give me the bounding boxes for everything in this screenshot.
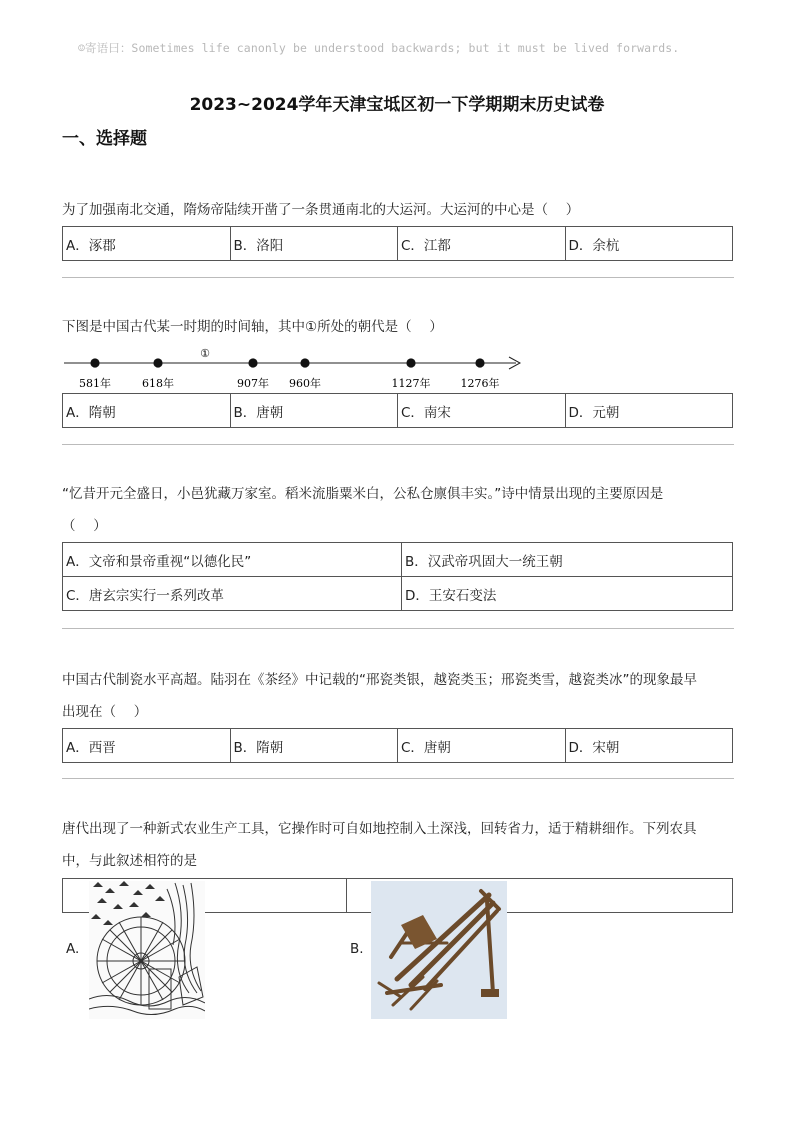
- timeline-label: 581年: [79, 377, 111, 390]
- option-a[interactable]: [63, 879, 347, 957]
- option-a[interactable]: A．涿郡: [63, 227, 231, 261]
- timeline-dot: [153, 358, 162, 367]
- question-3-line-2: （ ）: [62, 518, 107, 534]
- timeline-label: 618年: [142, 377, 174, 390]
- curved-plough-image: [371, 881, 507, 1019]
- question-3-line-1: “忆昔开元全盛日，小邑犹藏万家室。稻米流脂粟米白，公私仓廪俱丰实。”诗中情景出现的主要原因是: [62, 486, 664, 502]
- separator: [62, 628, 734, 629]
- question-2-text: 下图是中国古代某一时期的时间轴，其中①所处的朝代是（ ）: [62, 319, 443, 335]
- question-4-text: [62, 664, 734, 728]
- option-b[interactable]: B．洛阳: [230, 227, 398, 261]
- timeline-dot: [300, 358, 309, 367]
- option-c[interactable]: C．南宋: [398, 394, 566, 428]
- option-d[interactable]: D．余杭: [565, 227, 733, 261]
- timeline-dot: [406, 358, 415, 367]
- option-d[interactable]: D．王安石变法: [402, 577, 733, 611]
- timeline-dot: [248, 358, 257, 367]
- question-3-text: [62, 478, 734, 542]
- timeline-label: 907年: [237, 377, 269, 390]
- option-d[interactable]: D．元朝: [565, 394, 733, 428]
- separator: [62, 444, 734, 445]
- question-5-line-2: 中，与此叙述相符的是: [62, 853, 197, 869]
- page-title: 2023~2024学年天津宝坻区初一下学期期末历史试卷: [189, 95, 605, 115]
- separator: [62, 277, 734, 278]
- question-3-options: [62, 542, 733, 611]
- option-b[interactable]: B．唐朝: [230, 394, 398, 428]
- timeline-marker: ①: [200, 347, 210, 360]
- watermark: ☺寄语曰：Sometimes life canonly be understood backwards; but it must be lived forwards.: [78, 41, 680, 55]
- option-a[interactable]: A．文帝和景帝重视“以德化民”: [63, 543, 402, 577]
- question-5-text: [62, 813, 734, 877]
- separator: [62, 778, 734, 779]
- timeline-diagram: [62, 344, 532, 392]
- option-c[interactable]: C．唐朝: [398, 729, 566, 763]
- question-4-options: [62, 728, 733, 763]
- timeline-dot: [475, 358, 484, 367]
- timeline-label: 1276年: [460, 377, 500, 390]
- option-c[interactable]: C．唐玄宗实行一系列改革: [63, 577, 402, 611]
- timeline-dot: [90, 358, 99, 367]
- question-5-line-1: 唐代出现了一种新式农业生产工具，它操作时可自如地控制入土深浅，回转省力，适于精耕细作。下列农具: [62, 821, 697, 837]
- option-b[interactable]: B．隋朝: [230, 729, 398, 763]
- question-1-options: [62, 226, 733, 261]
- option-a[interactable]: A．西晋: [63, 729, 231, 763]
- question-2-options: [62, 393, 733, 428]
- option-a-label: A.: [66, 941, 80, 957]
- option-b-label: B.: [350, 941, 364, 957]
- section-heading: 一、选择题: [62, 129, 147, 149]
- question-1-text: 为了加强南北交通，隋炀帝陆续开凿了一条贯通南北的大运河。大运河的中心是（ ）: [62, 202, 580, 218]
- option-c[interactable]: C．江都: [398, 227, 566, 261]
- option-d[interactable]: D．宋朝: [565, 729, 733, 763]
- option-b[interactable]: [347, 879, 733, 957]
- question-5-options: [62, 878, 733, 957]
- option-a[interactable]: A．隋朝: [63, 394, 231, 428]
- timeline-label: 960年: [289, 377, 321, 390]
- waterwheel-image: [89, 881, 205, 1019]
- timeline-label: 1127年: [391, 377, 431, 390]
- question-4-line-1: 中国古代制瓷水平高超。陆羽在《茶经》中记载的“邢瓷类银，越瓷类玉；邢瓷类雪，越瓷类冰”的现象最早: [62, 672, 697, 688]
- option-b[interactable]: B．汉武帝巩固大一统王朝: [402, 543, 733, 577]
- question-4-line-2: 出现在（ ）: [62, 704, 148, 720]
